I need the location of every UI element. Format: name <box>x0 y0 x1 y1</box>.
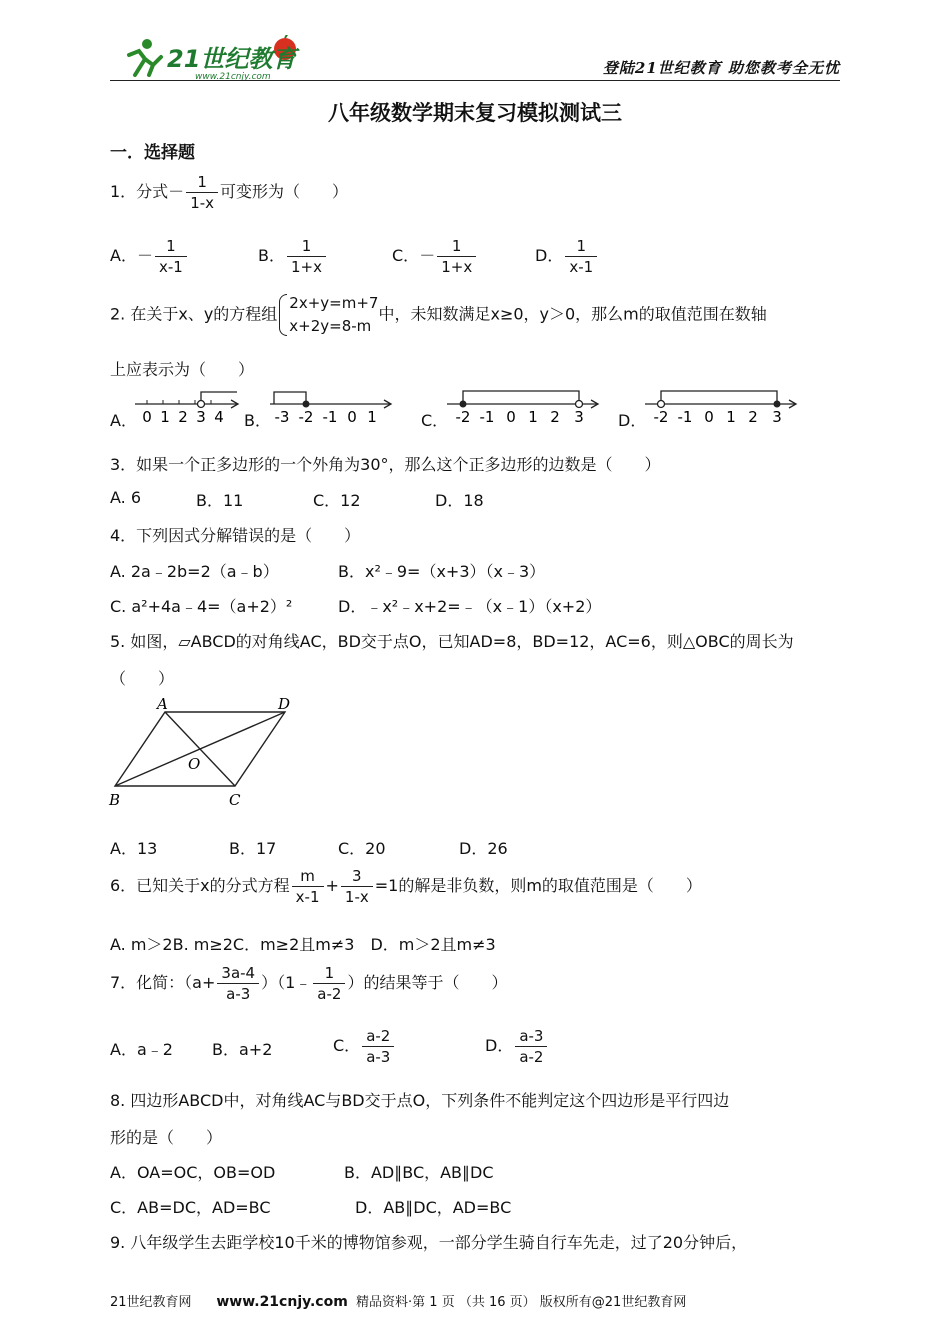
q1-option-a: A．－ $\frac{1}{x-1}$ <box>110 236 189 277</box>
page-title: 八年级数学期末复习模拟测试三 <box>328 101 622 125</box>
q8-option-d: D．AB∥DC，AD=BC <box>355 1198 512 1217</box>
q2-option-a-label: A． <box>110 411 137 430</box>
question-4: 4．下列因式分解错误的是（ ） <box>110 526 361 545</box>
closed-point <box>460 401 467 408</box>
tick-label: 1 <box>367 408 377 426</box>
q2-option-b-numberline <box>268 388 398 428</box>
tick-label: 0 <box>142 408 152 426</box>
q3-option-a: A. 6 <box>110 488 142 507</box>
tick-label: 1 <box>726 408 736 426</box>
q5-option-a: A．13 <box>110 839 158 858</box>
q7-option-b: B．a+2 <box>212 1040 273 1059</box>
q8-option-a: A．OA=OC，OB=OD <box>110 1163 276 1182</box>
q1-option-c: C．－ $\frac{1}{1+x}$ <box>392 236 478 277</box>
vertex-label: D <box>278 695 291 713</box>
fraction: $\frac{1}{1-x}$ <box>186 172 218 213</box>
question-9: 9. 八年级学生去距学校10千米的博物馆参观，一部分学生骑自行车先走，过了20分钟后， <box>110 1233 748 1252</box>
tick-label: -1 <box>677 408 693 426</box>
open-point <box>658 401 665 408</box>
tick-label: 3 <box>196 408 206 426</box>
logo-url: www.21cnjy.com <box>195 72 271 80</box>
tick-label: -3 <box>274 408 290 426</box>
logo-text: 21世纪教育 <box>167 45 297 73</box>
tick-label: -1 <box>322 408 338 426</box>
q3-option-d: D．18 <box>435 491 484 510</box>
q1-option-d: D． $\frac{1}{x-1}$ <box>535 236 599 277</box>
question-2: 2. 在关于x、y的方程组 2x+y=m+7 x+2y=8-m 中，未知数满足x≥0，y＞0，那么m的取值范围在数轴 <box>110 292 767 338</box>
closed-point <box>774 401 781 408</box>
site-logo <box>115 35 315 80</box>
open-point <box>576 401 583 408</box>
q4-option-c: C. a²+4a﹣4=（a+2）² <box>110 597 293 616</box>
q4-option-a: A. 2a﹣2b=2（a﹣b） <box>110 562 279 581</box>
tick-label: 0 <box>704 408 714 426</box>
question-8-line-2: 形的是（ ） <box>110 1128 223 1147</box>
tick-label: -1 <box>479 408 495 426</box>
q2-option-a-numberline <box>133 388 243 428</box>
tick-label: 4 <box>214 408 224 426</box>
section-heading: 一．选择题 <box>110 143 195 163</box>
q2-option-b-label: B． <box>244 411 271 430</box>
q4-option-b: B．x²﹣9=（x+3）（x﹣3） <box>338 562 546 581</box>
closed-point <box>303 401 310 408</box>
vertex-label: A <box>157 695 168 713</box>
question-2-line-2: 上应表示为（ ） <box>110 360 255 379</box>
tick-label: 0 <box>506 408 516 426</box>
q2-option-d-label: D． <box>618 411 647 430</box>
header-divider <box>110 80 840 81</box>
q7-option-d: D． $\frac{a-3}{a-2}$ <box>485 1026 549 1067</box>
tick-label: 2 <box>748 408 758 426</box>
tick-label: 0 <box>347 408 357 426</box>
vertex-label: B <box>109 791 121 809</box>
tick-label: 2 <box>178 408 188 426</box>
q1-option-b: B． $\frac{1}{1+x}$ <box>258 236 328 277</box>
question-6: 6．已知关于x的分式方程 $\frac{m}{x-1}$ + $\frac{3}{1-x}$ =1的解是非负数，则m的取值范围是（ ） <box>110 867 702 906</box>
q8-option-c: C．AB=DC，AD=BC <box>110 1198 271 1217</box>
question-7: 7．化简：（a+ $\frac{3a-4}{a-3}$ ）（1﹣ $\frac{1}{a-2}$ ）的结果等于（ ） <box>110 964 508 1003</box>
q7-option-a: A．a﹣2 <box>110 1040 173 1059</box>
q7-option-c: C． $\frac{a-2}{a-3}$ <box>333 1026 396 1067</box>
open-point <box>198 401 205 408</box>
runner-icon <box>129 39 161 75</box>
vertex-label: O <box>188 755 201 773</box>
footer-left: 21世纪教育网 <box>110 1295 192 1310</box>
tick-label: -2 <box>298 408 314 426</box>
question-5-line-2: （ ） <box>110 669 175 688</box>
q3-option-b: B．11 <box>196 491 244 510</box>
q4-option-d: D．﹣x²﹣x+2=﹣（x﹣1）（x+2） <box>338 597 602 616</box>
question-3: 3．如果一个正多边形的一个外角为30°，那么这个正多边形的边数是（ ） <box>110 455 661 474</box>
vertex-label: C <box>229 791 241 809</box>
tick-label: -2 <box>455 408 471 426</box>
question-8: 8. 四边形ABCD中，对角线AC与BD交于点O，下列条件不能判定这个四边形是平行四边 <box>110 1091 730 1110</box>
parallelogram-figure <box>105 694 305 809</box>
header-slogan: 登陆21世纪教育 助您教考全无忧 <box>602 59 840 77</box>
tick-label: 2 <box>550 408 560 426</box>
page-footer <box>110 1291 686 1310</box>
question-5: 5. 如图，▱ABCD的对角线AC，BD交于点O，已知AD=8，BD=12，AC=6，则△OBC的周长为 <box>110 632 794 651</box>
q5-option-c: C．20 <box>338 839 386 858</box>
equation-system: 2x+y=m+7 x+2y=8-m <box>277 292 378 338</box>
footer-site-link[interactable]: www.21cnjy.com <box>216 1294 348 1310</box>
tick-label: 3 <box>574 408 584 426</box>
tick-label: -2 <box>653 408 669 426</box>
q6-options: A. m＞2B. m≥2C．m≥2且m≠3 D．m＞2且m≠3 <box>110 935 496 954</box>
q2-option-d-numberline <box>643 385 803 428</box>
q3-option-c: C．12 <box>313 491 361 510</box>
q5-option-b: B．17 <box>229 839 277 858</box>
tick-label: 3 <box>772 408 782 426</box>
tick-label: 1 <box>528 408 538 426</box>
q2-option-c-numberline <box>445 385 605 428</box>
tick-label: 1 <box>160 408 170 426</box>
question-1: 1．分式－ $\frac{1}{1-x}$ 可变形为（ ） <box>110 173 349 212</box>
q8-option-b: B．AD∥BC，AB∥DC <box>344 1163 494 1182</box>
footer-right: 精品资料·第 1 页 （共 16 页） 版权所有@21世纪教育网 <box>356 1295 687 1310</box>
q2-option-c-label: C． <box>421 411 449 430</box>
q5-option-d: D．26 <box>459 839 508 858</box>
